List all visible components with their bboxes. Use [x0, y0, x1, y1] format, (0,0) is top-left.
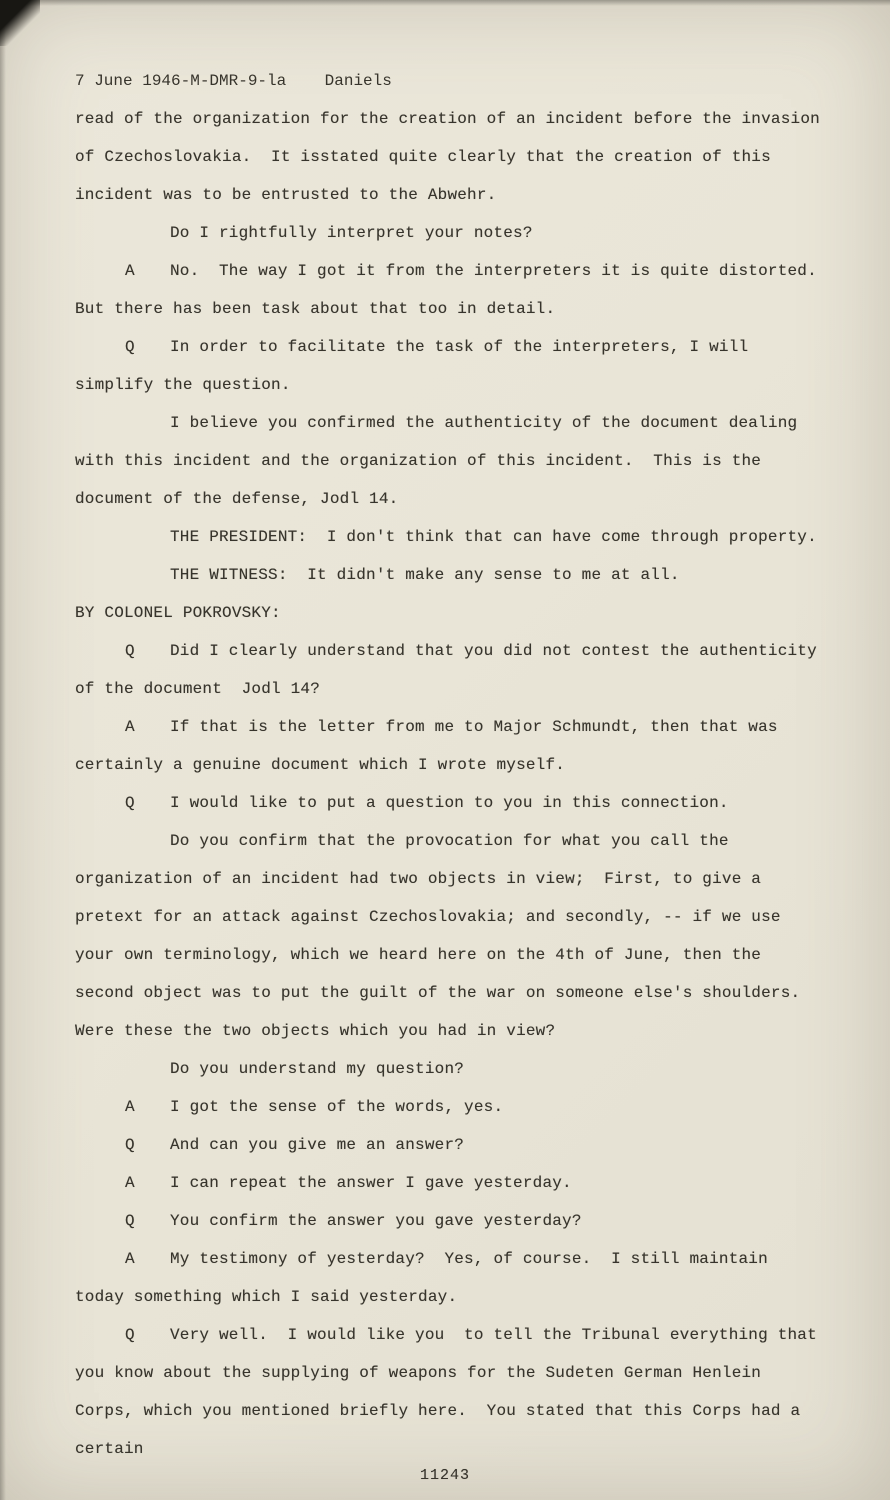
paragraph: [75, 594, 825, 632]
paragraph-text: In order to facilitate the task of the interpreters, I will simplify the question.: [75, 338, 759, 394]
paragraph: [75, 822, 825, 1050]
paragraph: [75, 214, 825, 252]
qa-paragraph: [75, 252, 837, 328]
paragraph-text: THE PRESIDENT: I don't think that can have come through property.: [170, 528, 817, 546]
qa-paragraph: [75, 708, 825, 784]
qa-speaker-label: A: [125, 1174, 135, 1192]
scan-edge-left: [0, 0, 6, 1500]
paragraph-text: My testimony of yesterday? Yes, of course. I still maintain today something which I said yesterday.: [75, 1250, 778, 1306]
qa-paragraph: [75, 1126, 825, 1164]
paragraph-text: Did I clearly understand that you did not contest the authenticity of the document Jodl 14?: [75, 642, 827, 698]
qa-paragraph: [75, 1164, 825, 1202]
paragraph-text: Do I rightfully interpret your notes?: [170, 224, 533, 242]
page-header: 7 June 1946-M-DMR-9-la Daniels: [75, 72, 392, 90]
paragraph-text: And can you give me an answer?: [170, 1136, 465, 1154]
qa-paragraph: [75, 1316, 825, 1468]
paragraph: [75, 100, 830, 214]
paragraph: [75, 518, 825, 556]
paragraph-text: I got the sense of the words, yes.: [170, 1098, 504, 1116]
paragraph: [75, 556, 825, 594]
page-number: 11243: [419, 1467, 470, 1484]
paragraph-text: Do you understand my question?: [170, 1060, 465, 1078]
paragraph-text: BY COLONEL POKROVSKY:: [75, 604, 281, 622]
paragraph-text: I believe you confirmed the authenticity of the document dealing with this incident and the organization of this incident. This is the document of the defense, Jodl 14.: [75, 414, 808, 508]
paragraph-text: THE WITNESS: It didn't make any sense to me at all.: [170, 566, 680, 584]
qa-speaker-label: Q: [125, 1326, 135, 1344]
qa-paragraph: [75, 1240, 825, 1316]
qa-speaker-label: Q: [125, 794, 135, 812]
qa-speaker-label: Q: [125, 1136, 135, 1154]
qa-paragraph: [75, 1088, 825, 1126]
qa-speaker-label: A: [125, 262, 135, 280]
scan-edge-top: [0, 0, 890, 6]
document-body: [75, 100, 837, 1468]
qa-speaker-label: Q: [125, 642, 135, 660]
qa-speaker-label: Q: [125, 1212, 135, 1230]
qa-speaker-label: A: [125, 1250, 135, 1268]
paragraph-text: I can repeat the answer I gave yesterday.: [170, 1174, 572, 1192]
paragraph-text: I would like to put a question to you in this connection.: [170, 794, 729, 812]
scan-corner-artifact: [0, 0, 40, 46]
paragraph-text: Do you confirm that the provocation for what you call the organization of an incident had two objects in view; First, to give a pretext for an attack against Czechoslovakia; and secondly, -- if we use your own terminology, which we heard here on the 4th of June, then the second object was to put the guilt of the war on someone else's shoulders. Were these the two objects which you had in view?: [75, 832, 820, 1040]
paragraph-text: You confirm the answer you gave yesterday?: [170, 1212, 582, 1230]
qa-paragraph: [75, 632, 825, 708]
qa-paragraph: [75, 1202, 825, 1240]
qa-speaker-label: A: [125, 718, 135, 736]
qa-paragraph: [75, 328, 825, 404]
paragraph: [75, 404, 825, 518]
document-content: [75, 62, 837, 1468]
paragraph-text: No. The way I got it from the interpreters it is quite distorted. But there has been task about that too in detail.: [75, 262, 837, 318]
paragraph-text: Very well. I would like you to tell the Tribunal everything that you know about the supplying of weapons for the Sudeten German Henlein Corps, which you mentioned briefly here. You stated that this Corps had a certain: [75, 1326, 827, 1458]
qa-paragraph: [75, 784, 825, 822]
paragraph-text: read of the organization for the creation of an incident before the invasion of Czechoslovakia. It isstated quite clearly that the creation of this incident was to be entrusted to the Abwehr.: [75, 110, 830, 204]
qa-speaker-label: A: [125, 1098, 135, 1116]
qa-speaker-label: Q: [125, 338, 135, 356]
paragraph: [75, 1050, 825, 1088]
paragraph-text: If that is the letter from me to Major Schmundt, then that was certainly a genuine document which I wrote myself.: [75, 718, 788, 774]
